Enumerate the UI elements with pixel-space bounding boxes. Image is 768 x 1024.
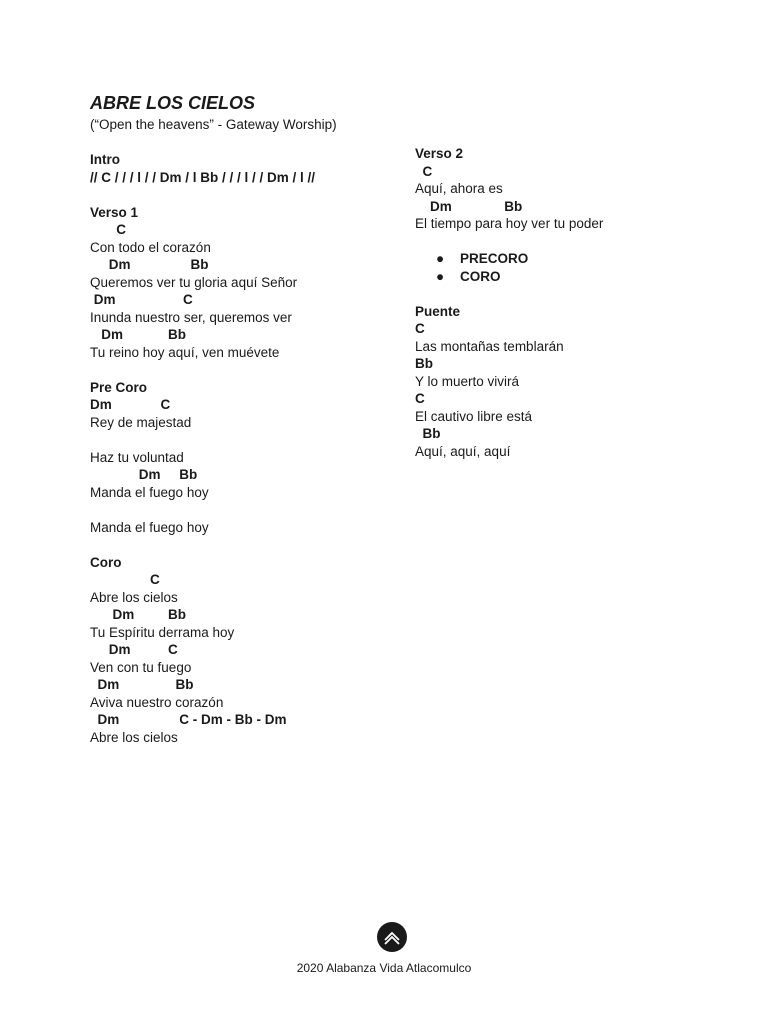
chord-line: Dm Bb: [415, 198, 523, 214]
section-reference-label: PRECORO: [460, 251, 529, 266]
section-reference-list: [415, 250, 745, 285]
section-heading: Coro: [90, 554, 122, 570]
chord-line: // C / / / l / / Dm / l Bb / / / l / / Dm / l //: [90, 169, 316, 185]
lyric-line: Queremos ver tu gloria aquí Señor: [90, 274, 298, 290]
right-column: [415, 145, 745, 460]
lyric-line: Las montañas temblarán: [415, 338, 564, 354]
chord-line: C: [415, 321, 425, 336]
spacer: [90, 186, 420, 204]
lyric-line: Tu Espíritu derrama hoy: [90, 624, 235, 640]
section-heading: Verso 2: [415, 146, 464, 161]
lyric-line: El cautivo libre está: [415, 408, 533, 424]
footer-text: 2020 Alabanza Vida Atlacomulco: [296, 961, 472, 975]
lyric-line: Aquí, ahora es: [415, 181, 503, 196]
chord-line: Bb: [415, 356, 433, 371]
section-heading: Verso 1: [90, 204, 139, 220]
song-subtitle: (“Open the heavens” - Gateway Worship): [90, 117, 337, 132]
chord-line: Dm C: [90, 292, 193, 307]
bullet-icon: ●: [436, 268, 445, 284]
section-heading: Puente: [415, 303, 461, 319]
chord-line: Dm C - Dm - Bb - Dm: [90, 712, 287, 727]
chord-line: C: [90, 572, 160, 587]
song-title: ABRE LOS CIELOS: [90, 93, 256, 113]
chord-line: Dm Bb: [90, 467, 198, 482]
bullet-icon: ●: [436, 251, 445, 266]
chord-line: Dm Bb: [90, 607, 187, 622]
lyric-line: Aquí, aquí, aquí: [415, 443, 511, 459]
section-reference: [436, 268, 745, 286]
ministry-logo-icon: [377, 922, 407, 952]
chord-line: Bb: [415, 426, 441, 441]
section-reference-label: CORO: [460, 268, 501, 284]
spacer: [90, 536, 420, 554]
section-reference: [436, 250, 745, 268]
lyric-line: Abre los cielos: [90, 589, 178, 605]
lyric-line: Ven con tu fuego: [90, 659, 192, 675]
lyric-line: Inunda nuestro ser, queremos ver: [90, 309, 292, 325]
chord-line: C: [90, 222, 127, 237]
spacer: [90, 501, 420, 519]
section-heading: Intro: [90, 152, 120, 167]
chord-line: Dm Bb: [90, 677, 194, 692]
spacer: [90, 431, 420, 449]
left-column: [90, 151, 420, 746]
lyric-line: Tu reino hoy aquí, ven muévete: [90, 344, 280, 360]
lyric-line: Haz tu voluntad: [90, 449, 184, 465]
spacer: [415, 233, 745, 251]
section-heading: Pre Coro: [90, 379, 148, 395]
chord-line: Dm C: [90, 397, 171, 412]
chord-line: C: [415, 391, 425, 406]
lyric-line: Y lo muerto vivirá: [415, 373, 520, 389]
spacer: [415, 285, 745, 303]
lyric-line: El tiempo para hoy ver tu poder: [415, 216, 604, 231]
spacer: [90, 361, 420, 379]
lyric-line: Aviva nuestro corazón: [90, 694, 224, 710]
lyric-line: Con todo el corazón: [90, 239, 211, 255]
lyric-line: Rey de majestad: [90, 414, 192, 430]
lyric-line: Abre los cielos: [90, 729, 178, 745]
chord-line: Dm Bb: [90, 257, 209, 272]
lyric-line: Manda el fuego hoy: [90, 484, 209, 500]
lyric-line: Manda el fuego hoy: [90, 519, 209, 535]
chord-line: Dm Bb: [90, 327, 187, 342]
chord-line: C: [415, 163, 433, 179]
chord-line: Dm C: [90, 642, 178, 657]
